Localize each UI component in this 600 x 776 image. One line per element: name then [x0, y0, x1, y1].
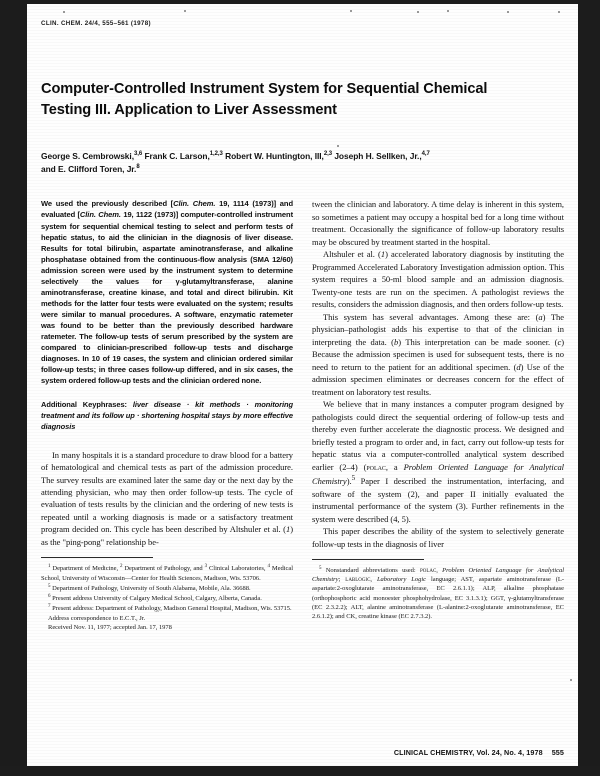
keyphrases — [41, 400, 293, 433]
page-content — [27, 4, 578, 766]
abbrev-body: language; AST, aspartate aminotransferase (L-aspartate:2-oxoglutarate aminotransferase, EC 2.6.1.1); ALP, alkaline phosphatase (orthophosphoric acid monoester phosphohydrolase, EC 3.1.3.1); GGT, γ-glutamyltransferase (EC 2.3.2.2); ALT, alanine aminotransferase (L-alanine:2-oxoglutarate aminotransferase, EC 2.6.1.2); and CK, creatine kinase (EC 2.7.3.2). — [312, 576, 564, 620]
footnote-text: Medical School, University of Wisconsin—Center for Health Sciences, Madison, Wis. 53706. — [41, 565, 293, 582]
footnote-calgary — [41, 593, 293, 603]
right-p2-b: ) accelerated laboratory diagnosis by instituting the Programmed Accelerated Laboratory Investigation admission option. This system requires a 50-ml blood sample and an admission diagnosis. Twenty-one tests are run on the specimen. A pathologist reviews the results, considers the admission diagnosis, and then orders follow-up tests. — [312, 249, 565, 310]
author-affil-marker: 1,2,3 — [209, 151, 223, 158]
footnote-text: Department of Medicine, — [50, 565, 120, 573]
author-list — [41, 150, 564, 176]
abbrev-intro: Nonstandard abbreviations used: — [321, 567, 420, 575]
scan-border-right — [578, 0, 600, 776]
abstract-journal-1: Clin. Chem. — [173, 199, 216, 209]
abstract-text-a: We used the previously described [ — [41, 199, 174, 209]
author-affil-marker: 2,3 — [323, 151, 333, 158]
footnote-marker: 1 — [48, 564, 51, 570]
abstract-text-b: 19, 1114 (1973)] and evaluated [ — [41, 199, 293, 220]
journal-citation: CLIN. CHEM. 24/4, 555–561 (1978) — [41, 20, 151, 27]
footer-page-number: 555 — [551, 748, 564, 757]
list-marker-b: b — [393, 336, 399, 347]
footnote-marker: 4 — [267, 564, 270, 570]
keyphrases-label: Additional Keyphrases: — [41, 399, 127, 409]
footnote-marker: 5 — [351, 474, 356, 483]
footnote-south-alabama — [41, 583, 293, 593]
footnote-text: Present address University of Calgary Medical School, Calgary, Alberta, Canada. — [50, 595, 262, 603]
author-sellken: Joseph H. Sellken, Jr., — [332, 151, 422, 162]
two-column-layout — [41, 198, 564, 631]
left-p1-end: ) as the "ping-pong" relationship be- — [41, 524, 293, 547]
abstract-text-c: 19, 1122 (1973)] computer-controlled instrument system for sequential chemical testing to select and perform tests of hepatic status, to aid the clinician in the diagnosis of liver disease. Results for total bilirubin, aspartate aminotransferase, and alkaline phosphatase obtained from the continuous-flow analysis (SMA 12/60) admission screen were used by the instrument system to determine selectively the values for γ-glutamyltransferase, alanine aminotransferase, creatine kinase, and total and direct bilirubin. Kit methods for the latter four tests were evaluated on the system; results were similar to manual procedures. A software, enzymatic ratemeter was found to be better than the previously described hardware ratemeter. The follow-up tests of serum prescribed by the system are compared to clinician-prescribed follow-up tests and discharge diagnoses. In 10 of 19 cases, the system and clinician ordered similar follow-up tests; in three cases follow-up differed, and in six cases, the system ordered follow-up tests and the clinician ordered none. — [41, 210, 293, 385]
right-p4-c: ). — [346, 476, 352, 487]
right-p3-b: ) The physician–pathologist adds his expertise to that of the clinician in interpreting the data. ( — [312, 311, 565, 347]
abbrev-sep: ; — [338, 576, 346, 584]
footnote-received-accepted: Received Nov. 11, 1977; accepted Jan. 17, 1978 — [48, 623, 172, 631]
right-p2-ref: 1 — [380, 249, 386, 260]
footnote-rule — [41, 557, 153, 558]
footnote-text: Clinical Laboratories, — [207, 565, 268, 573]
right-footnotes-wrap — [312, 559, 564, 621]
footnote-marker: 2 — [119, 564, 123, 570]
footnote-marker: 6 — [48, 594, 51, 600]
footnote-madison-general — [41, 603, 293, 613]
article-title: Computer-Controlled Instrument System for Sequential Chemical Testing III. Application to Liver Assessment — [41, 81, 488, 118]
scan-border-bottom — [0, 766, 600, 776]
keyphrases-list: liver disease · kit methods · monitoring treatment and its follow up · shortening hospital stays by more effective diagnosis — [41, 399, 293, 431]
right-p3-e: ) Use of the admission specimen eliminates or decreases concern for the effect of treatment on laboratory test results. — [312, 361, 565, 397]
right-p3-a: This system has several advantages. Among these are: ( — [323, 311, 539, 322]
lablogic-expansion: Laboratory Logic — [376, 576, 427, 584]
abbrev-sep: , — [436, 567, 443, 575]
footnote-marker: 5 — [48, 583, 51, 589]
footnote-affiliations — [41, 563, 293, 582]
footnote-correspondence: Address correspondence to E.C.T., Jr. — [48, 614, 146, 622]
paragraph — [41, 449, 293, 549]
paragraph: This paper describes the ability of the system to selectively generate follow-up tests in the diagnosis of liver — [312, 526, 564, 549]
author-affil-marker: 3,6 — [133, 151, 143, 158]
paragraph — [312, 398, 564, 525]
author-cembrowski: George S. Cembrowski, — [41, 151, 134, 162]
abbrev-sep: , — [370, 576, 377, 584]
list-marker-d: d — [516, 361, 521, 372]
polac-acronym: polac — [419, 567, 437, 575]
right-p3-d: ) Because the admission specimen is used for subsequent tests, there is no need to return to the patient for an additional specimen. ( — [312, 336, 564, 372]
paragraph: tween the clinician and laboratory. A time delay is inherent in this system, so sometimes a patient may occupy a hospital bed for a long time without treatment. Occasionally the significance of follow-up laboratory results may be obscured by treatment started in the hospital. — [312, 199, 564, 247]
paragraph — [312, 248, 564, 310]
footnote-text: Present address: Department of Pathology, Madison General Hospital, Madison, Wis. 53715. — [50, 605, 292, 613]
scan-border-left — [0, 0, 27, 776]
right-body-text — [312, 198, 564, 550]
lablogic-acronym: lablogic — [345, 576, 371, 584]
right-column — [312, 198, 564, 620]
right-p3-c: ) This interpretation can be made sooner. ( — [398, 336, 558, 347]
paragraph — [312, 311, 564, 398]
footnote-text: Department of Pathology, University of South Alabama, Mobile, Ala. 36688. — [50, 584, 251, 592]
abstract-journal-2: Clin. Chem. — [79, 210, 121, 220]
right-p2-a: Altshuler et al. ( — [323, 249, 381, 260]
left-p1-a: In many hospitals it is a standard procedure to draw blood for a battery of hematological and chemical tests as part of the admission procedure. The survey results are examined later the same day or the next day by the attending physician, who may then order follow-up tests. The cycle of evaluation of tests results by the clinician and the ordering of new tests is repeated until a working diagnosis is made or a satisfactory treatment program decided on. This cycle has been described by Altshuler et al. ( — [41, 449, 293, 535]
author-toren: and E. Clifford Toren, Jr. — [41, 164, 137, 175]
polac-acronym: polac — [366, 462, 386, 472]
page-footer — [394, 748, 564, 757]
footnote-rule — [312, 559, 424, 560]
footnote-marker: 3 — [204, 564, 208, 570]
left-footnotes — [41, 563, 293, 631]
list-marker-c: c — [557, 336, 562, 347]
author-affil-marker: 4,7 — [421, 151, 430, 158]
footnote-abbreviations — [312, 565, 564, 621]
right-p4-a: We believe that in many instances a computer program designed by pathologists could direct the sequential ordering of follow-up tests and thereby even further accelerate the diagnostic process. We designed and briefly tested a program to order and, in fact, carry out follow-up tests for hepatic status via a computer-controlled analytical system described earlier (2–4) ( — [312, 399, 564, 472]
footnote-text: Department of Pathology, and — [122, 565, 205, 573]
polac-expansion: Problem Oriented Language for Analytical Chemistry — [312, 567, 564, 584]
footer-journal-name: CLINICAL CHEMISTRY, Vol. 24, No. 4, 1978 — [393, 748, 543, 757]
abstract — [41, 198, 293, 385]
author-larson: Frank C. Larson, — [142, 151, 210, 162]
author-affil-marker: 8 — [136, 164, 140, 171]
left-column — [41, 198, 293, 631]
left-p1-ref: 1 — [285, 524, 291, 535]
right-p4-b: , a — [385, 461, 404, 472]
left-footnotes-wrap — [41, 557, 293, 631]
author-huntington: Robert W. Huntington, III, — [222, 151, 324, 162]
right-p4-d: Paper I described the instrumentation, interfacing, and software of the system (2), and paper II initially evaluated the instrumental performance of the system (3). Further refinements in the system were described (4, 5). — [312, 476, 564, 524]
footnote-marker: 7 — [48, 604, 51, 610]
right-footnotes — [312, 565, 564, 621]
left-body-text — [41, 449, 293, 549]
footnote-marker: 5 — [319, 566, 322, 572]
list-marker-a: a — [538, 311, 543, 322]
polac-expansion: Problem Oriented Language for Analytical Chemistry — [312, 461, 565, 487]
